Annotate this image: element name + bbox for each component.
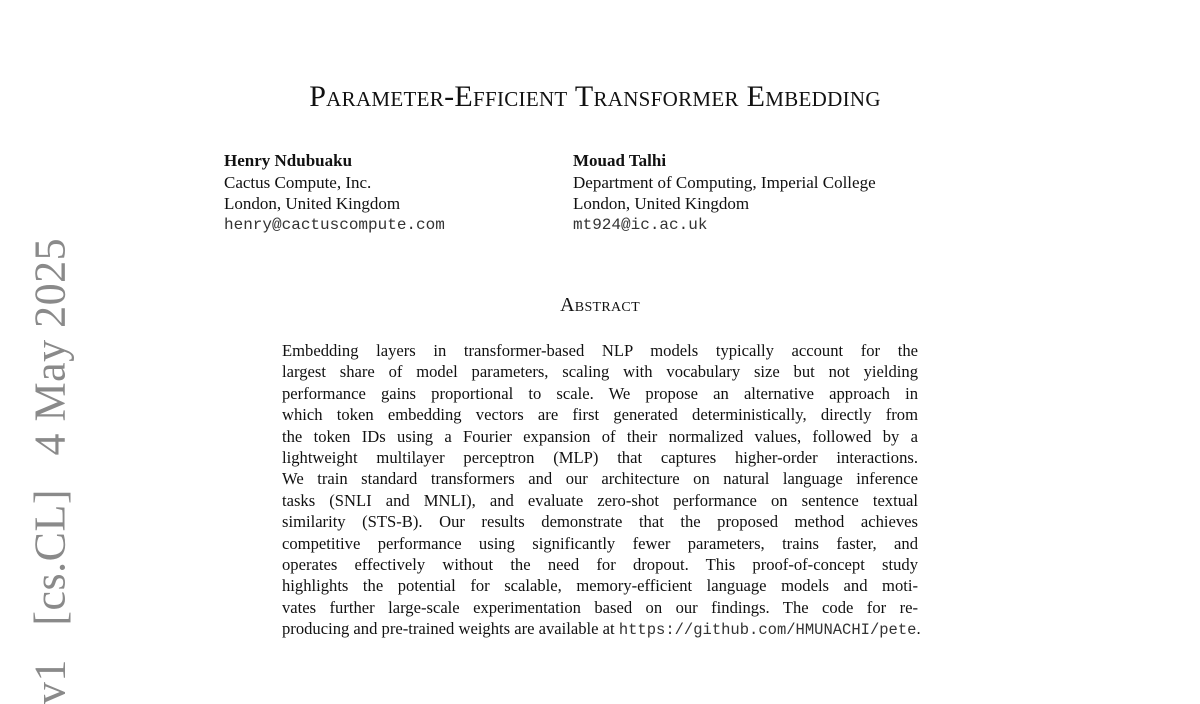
author-affiliation: Cactus Compute, Inc.: [224, 172, 372, 192]
code-repository-link[interactable]: https://github.com/HMUNACHI/pete: [618, 621, 917, 640]
abstract-line: highlights the potential for scalable, memory-efficient language models and moti-: [282, 576, 918, 596]
abstract-last-line-text: producing and pre-trained weights are available at: [282, 619, 619, 639]
author-name: Mouad Talhi: [573, 151, 667, 170]
author-email[interactable]: henry@cactuscompute.com: [224, 215, 445, 234]
author-block-1: [224, 150, 445, 236]
author-location: London, United Kingdom: [573, 194, 750, 213]
abstract-line: similarity (STS-B). Our results demonstrate that the proposed method achieves: [282, 512, 918, 532]
abstract-line: the token IDs using a Fourier expansion of their normalized values, followed by a: [282, 426, 918, 446]
abstract-line: Embedding layers in transformer-based NLP models typically account for the: [282, 341, 918, 360]
author-email[interactable]: mt924@ic.ac.uk: [573, 215, 708, 234]
abstract-heading: Abstract: [560, 294, 640, 316]
abstract-line: competitive performance using significantly fewer parameters, trains faster, and: [282, 533, 918, 553]
abstract-last-line-period: .: [916, 619, 921, 639]
abstract-last-line: [282, 618, 921, 641]
author-affiliation: Department of Computing, Imperial College: [573, 172, 876, 192]
arxiv-date: 4 May 2025: [25, 237, 75, 456]
arxiv-category: [cs.CL]: [25, 488, 75, 626]
abstract-line: vates further large-scale experimentation based on our findings. The code for re-: [282, 597, 918, 617]
author-block-2: [573, 150, 876, 236]
abstract-line: largest share of model parameters, scaling with vocabulary size but not yielding: [282, 362, 918, 382]
abstract-line: performance gains proportional to scale. We propose an alternative approach in: [282, 383, 918, 403]
arxiv-version: v1: [25, 659, 75, 704]
abstract-line: We train standard transformers and our architecture on natural language inference: [282, 469, 918, 489]
abstract-line: operates effectively without the need for dropout. This proof-of-concept study: [282, 555, 918, 575]
author-name: Henry Ndubuaku: [224, 151, 353, 170]
author-location: London, United Kingdom: [224, 194, 401, 213]
arxiv-side-stamp: [25, 216, 76, 704]
paper-title: Parameter-Efficient Transformer Embedding: [309, 80, 881, 113]
abstract-line: which token embedding vectors are first generated deterministically, directly from: [282, 405, 918, 425]
abstract-body: [282, 340, 921, 642]
abstract-line: tasks (SNLI and MNLI), and evaluate zero-shot performance on sentence textual: [282, 490, 918, 510]
abstract-line: lightweight multilayer perceptron (MLP) that captures higher-order interactions.: [282, 448, 918, 468]
